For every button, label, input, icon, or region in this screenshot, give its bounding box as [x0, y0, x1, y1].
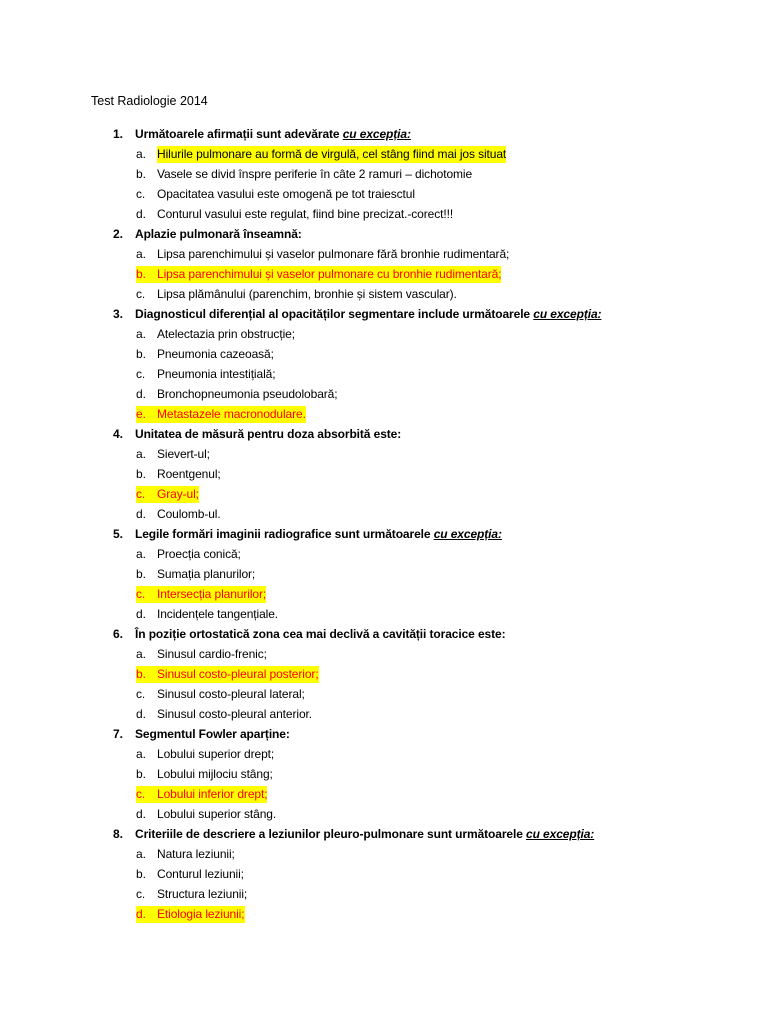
question-6-option-c — [0, 684, 768, 704]
question-2-option-b — [0, 264, 768, 284]
option-letter: a. — [136, 147, 146, 161]
option-letter: a. — [136, 747, 146, 761]
highlighted-answer — [136, 266, 501, 283]
option-letter: b. — [136, 167, 146, 181]
question-number: 3. — [113, 307, 123, 321]
option-text: Pneumonia intestițială; — [157, 367, 276, 381]
question-number: 4. — [113, 427, 123, 441]
option-letter: c. — [136, 367, 146, 381]
option-text: Coulomb-ul. — [157, 507, 221, 521]
option-text: Lobului superior stâng. — [157, 807, 277, 821]
document-title: Test Radiologie 2014 — [91, 94, 208, 108]
question-4-option-c — [0, 484, 768, 504]
option-text: Metastazele macronodulare. — [157, 407, 306, 421]
option-letter: b. — [136, 767, 146, 781]
highlighted-answer — [136, 486, 199, 503]
question-text: Diagnosticul diferențial al opacităților segmentare include următoarele — [135, 307, 531, 321]
question-7-option-d — [0, 804, 768, 824]
option-letter: b. — [136, 347, 146, 361]
question-1-option-c — [0, 184, 768, 204]
highlighted-answer — [136, 406, 306, 423]
option-text: Vasele se divid înspre periferie în câte 2 ramuri – dichotomie — [157, 167, 473, 181]
question-1-option-b — [0, 164, 768, 184]
option-letter: d. — [136, 807, 146, 821]
question-text: Unitatea de măsură pentru doza absorbită este: — [135, 427, 402, 441]
question-3-option-d — [0, 384, 768, 404]
question-4-option-b — [0, 464, 768, 484]
question-3-option-a — [0, 324, 768, 344]
option-text: Lipsa parenchimului și vaselor pulmonare cu bronhie rudimentară; — [157, 267, 502, 281]
option-letter: e. — [136, 407, 146, 421]
question-6-option-b — [0, 664, 768, 684]
question-number: 6. — [113, 627, 123, 641]
question-text: Criteriile de descriere a leziunilor pleuro-pulmonare sunt următoarele — [135, 827, 523, 841]
question-text: În poziție ortostatică zona cea mai declivă a cavității toracice este: — [135, 627, 506, 641]
option-text: Sinusul costo-pleural posterior; — [157, 667, 319, 681]
option-text: Atelectazia prin obstrucție; — [157, 327, 295, 341]
option-letter: a. — [136, 447, 146, 461]
question-2 — [0, 224, 768, 244]
question-6-option-d — [0, 704, 768, 724]
question-text: Următoarele afirmații sunt adevărate — [135, 127, 340, 141]
highlighted-answer — [136, 586, 266, 603]
option-letter: c. — [136, 587, 146, 601]
question-1-option-a — [0, 144, 768, 164]
option-text: Sinusul cardio-frenic; — [157, 647, 267, 661]
question-4-option-d — [0, 504, 768, 524]
question-5-option-a — [0, 544, 768, 564]
option-text: Gray-ul; — [157, 487, 199, 501]
option-letter: d. — [136, 507, 146, 521]
option-letter: d. — [136, 607, 146, 621]
question-number: 8. — [113, 827, 123, 841]
question-7-option-c — [0, 784, 768, 804]
question-5-option-b — [0, 564, 768, 584]
question-6-option-a — [0, 644, 768, 664]
question-number: 1. — [113, 127, 123, 141]
question-4 — [0, 424, 768, 444]
question-5-option-d — [0, 604, 768, 624]
option-letter: d. — [136, 207, 146, 221]
question-1 — [0, 124, 768, 144]
question-1-option-d — [0, 204, 768, 224]
question-number: 2. — [113, 227, 123, 241]
option-text: Sinusul costo-pleural lateral; — [157, 687, 305, 701]
question-emphasis: cu excepția: — [342, 127, 411, 141]
option-letter: c. — [136, 187, 146, 201]
question-2-option-a — [0, 244, 768, 264]
option-letter: b. — [136, 667, 146, 681]
question-2-option-c — [0, 284, 768, 304]
option-letter: c. — [136, 887, 146, 901]
question-6 — [0, 624, 768, 644]
option-text: Lipsa parenchimului și vaselor pulmonare fără bronhie rudimentară; — [157, 247, 510, 261]
option-text: Proecția conică; — [157, 547, 241, 561]
option-letter: b. — [136, 567, 146, 581]
option-letter: b. — [136, 267, 146, 281]
option-letter: a. — [136, 847, 146, 861]
question-text: Legile formări imaginii radiografice sunt următoarele — [135, 527, 431, 541]
option-letter: d. — [136, 907, 146, 921]
question-emphasis: cu excepția: — [533, 307, 602, 321]
option-letter: c. — [136, 787, 146, 801]
question-3-option-b — [0, 344, 768, 364]
option-letter: a. — [136, 547, 146, 561]
question-number: 7. — [113, 727, 123, 741]
question-5-option-c — [0, 584, 768, 604]
option-letter: b. — [136, 467, 146, 481]
question-3-option-c — [0, 364, 768, 384]
highlighted-answer — [136, 786, 267, 803]
question-7-option-b — [0, 764, 768, 784]
option-letter: d. — [136, 387, 146, 401]
question-3-option-e — [0, 404, 768, 424]
option-text: Hilurile pulmonare au formă de virgulă, cel stâng fiind mai jos situat — [157, 147, 507, 161]
option-letter: c. — [136, 487, 146, 501]
option-text: Lobului inferior drept; — [157, 787, 268, 801]
question-8-option-b — [0, 864, 768, 884]
question-3 — [0, 304, 768, 324]
option-text: Conturul leziunii; — [157, 867, 244, 881]
question-list — [0, 124, 768, 924]
question-8-option-d — [0, 904, 768, 924]
option-text: Pneumonia cazeoasă; — [157, 347, 274, 361]
question-4-option-a — [0, 444, 768, 464]
option-letter: a. — [136, 647, 146, 661]
option-text: Incidențele tangențiale. — [157, 607, 279, 621]
question-8-option-a — [0, 844, 768, 864]
option-text: Opacitatea vasului este omogenă pe tot traiesctul — [157, 187, 415, 201]
question-number: 5. — [113, 527, 123, 541]
option-text: Roentgenul; — [157, 467, 221, 481]
option-text: Lipsa plămânului (parenchim, bronhie și sistem vascular). — [157, 287, 457, 301]
option-letter: c. — [136, 687, 146, 701]
question-7-option-a — [0, 744, 768, 764]
option-text: Sumația planurilor; — [157, 567, 256, 581]
question-text: Aplazie pulmonară înseamnă: — [135, 227, 302, 241]
question-text: Segmentul Fowler aparține: — [135, 727, 290, 741]
question-emphasis: cu excepția: — [433, 527, 502, 541]
option-text: Natura leziunii; — [157, 847, 235, 861]
option-text: Sievert-ul; — [157, 447, 210, 461]
option-text: Bronchopneumonia pseudolobară; — [157, 387, 338, 401]
question-emphasis: cu excepția: — [526, 827, 595, 841]
option-letter: a. — [136, 247, 146, 261]
option-letter: b. — [136, 867, 146, 881]
option-text: Lobului mijlociu stâng; — [157, 767, 273, 781]
option-text: Etiologia leziunii; — [157, 907, 245, 921]
option-text: Intersecția planurilor; — [157, 587, 267, 601]
highlighted-answer — [136, 666, 319, 683]
option-letter: d. — [136, 707, 146, 721]
option-letter: c. — [136, 287, 146, 301]
option-text: Structura leziunii; — [157, 887, 248, 901]
question-5 — [0, 524, 768, 544]
highlighted-answer — [136, 906, 245, 923]
option-text: Sinusul costo-pleural anterior. — [157, 707, 312, 721]
question-8-option-c — [0, 884, 768, 904]
option-text: Conturul vasului este regulat, fiind bine precizat.-corect!!! — [157, 207, 454, 221]
question-7 — [0, 724, 768, 744]
question-8 — [0, 824, 768, 844]
option-text: Lobului superior drept; — [157, 747, 275, 761]
option-letter: a. — [136, 327, 146, 341]
